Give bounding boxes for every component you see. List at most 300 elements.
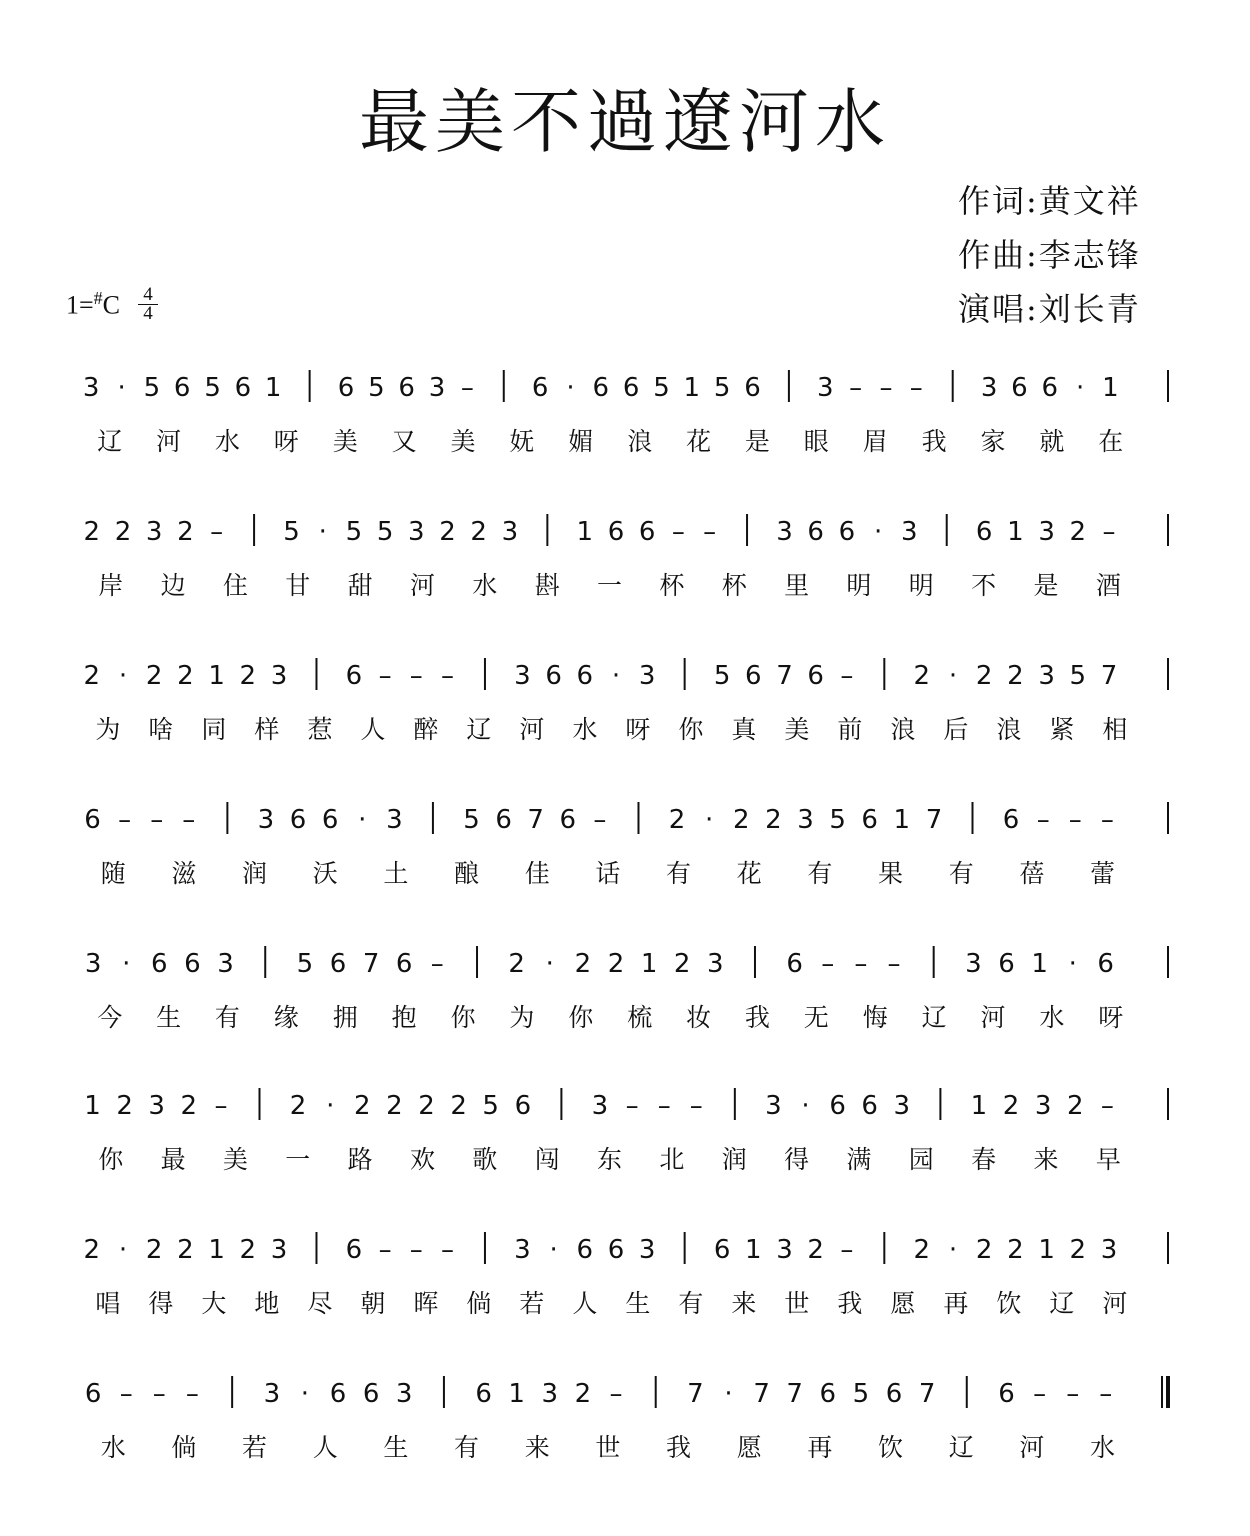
note: 2 [975, 1235, 993, 1265]
note: 3 [82, 373, 100, 403]
note: 6 [607, 1235, 625, 1265]
augmentation-dot: · [1075, 373, 1085, 403]
lyric-char: 饮 [877, 1433, 904, 1462]
note: 2 [574, 949, 592, 979]
augmentation-dot: · [704, 805, 714, 835]
note: 3 [408, 517, 425, 547]
augmentation-dot: · [801, 1091, 810, 1121]
lyric-char: 媚 [568, 427, 594, 456]
lyric-char: 欢 [409, 1145, 436, 1174]
note: 6 [475, 1379, 492, 1409]
dash-extension: – [152, 1379, 166, 1409]
lyric-char: 有 [948, 859, 974, 888]
note: 5 [143, 373, 161, 403]
note: 2 [807, 1235, 824, 1265]
note: 7 [362, 949, 380, 979]
note: 6 [398, 373, 415, 403]
note: 6 [998, 1379, 1015, 1409]
dash-extension: – [1033, 1379, 1047, 1409]
note: 2 [913, 1235, 931, 1265]
lyric-char: 春 [971, 1145, 997, 1174]
lyric-char: 随 [100, 859, 126, 888]
note: 6 [531, 373, 549, 403]
dash-extension: – [625, 1091, 639, 1121]
lyric-char: 河 [980, 1003, 1006, 1032]
lyric-char: 杯 [659, 571, 685, 600]
dash-extension: – [887, 949, 901, 979]
note: 3 [514, 661, 531, 691]
lyric-char: 就 [1039, 427, 1065, 456]
note: 3 [386, 805, 403, 835]
note: 2 [177, 661, 194, 691]
lyric-char: 来 [1033, 1145, 1059, 1174]
lyric-char: 蕾 [1089, 859, 1116, 888]
lyric-char: 抱 [391, 1003, 417, 1032]
lyric-char: 里 [784, 571, 810, 600]
lyric-char: 我 [744, 1003, 770, 1032]
lyric-char: 尽 [307, 1289, 333, 1318]
note: 6 [638, 517, 656, 547]
augmentation-dot: · [318, 517, 327, 547]
lyric-char: 你 [678, 715, 704, 744]
lyric-char: 河 [519, 715, 545, 744]
dash-extension: – [119, 1379, 133, 1409]
note: 5 [482, 1091, 499, 1121]
lyric-char: 又 [391, 427, 417, 456]
dash-extension: – [671, 517, 685, 547]
lyric-char: 惹 [307, 715, 333, 744]
lyric-char: 愿 [736, 1433, 762, 1462]
lyric-char: 闯 [534, 1145, 560, 1174]
note: 6 [329, 949, 347, 979]
note: 5 [368, 373, 385, 403]
dash-extension: – [821, 949, 835, 979]
lyric-char: 世 [784, 1289, 810, 1318]
note: 3 [263, 1379, 281, 1409]
note: 6 [337, 373, 355, 403]
note: 7 [925, 805, 943, 835]
lyric-char: 水 [572, 715, 598, 744]
dash-extension: – [593, 805, 607, 835]
lyric-char: 悔 [862, 1003, 888, 1032]
augmentation-dot: · [326, 1091, 335, 1121]
lyric-char: 不 [971, 571, 997, 600]
singer-credit: 演唱:刘长青 [958, 290, 1141, 328]
dash-extension: – [150, 805, 164, 835]
note: 5 [296, 949, 314, 979]
dash-extension: – [1099, 1379, 1113, 1409]
lyric-char: 浪 [627, 427, 653, 456]
note: 3 [501, 517, 519, 547]
lyric-char: 来 [524, 1433, 550, 1462]
note: 2 [83, 1235, 101, 1265]
lyric-char: 愿 [890, 1289, 916, 1318]
lyric-char: 园 [908, 1145, 934, 1174]
note: 7 [527, 805, 544, 835]
note: 5 [376, 517, 394, 547]
dash-extension: – [409, 1235, 423, 1265]
note: 3 [797, 805, 814, 835]
lyric-char: 佳 [524, 859, 550, 888]
augmentation-dot: · [1068, 949, 1077, 979]
note: 3 [965, 949, 982, 979]
note: 6 [545, 661, 562, 691]
dash-extension: – [1066, 1379, 1080, 1409]
note: 6 [975, 517, 993, 547]
lyric-char: 斟 [534, 571, 560, 600]
lyric-char: 眉 [862, 427, 888, 456]
note: 1 [745, 1235, 762, 1265]
lyric-char: 若 [519, 1289, 545, 1318]
lyric-char: 辽 [921, 1003, 947, 1032]
dash-extension: – [609, 1379, 623, 1409]
lyric-char: 润 [721, 1145, 747, 1174]
note: 6 [885, 1379, 903, 1409]
note: 6 [514, 1091, 532, 1121]
lyric-char: 东 [596, 1145, 623, 1174]
lyric-char: 土 [383, 859, 409, 888]
lyric-char: 花 [736, 859, 762, 888]
lyric-char: 水 [472, 571, 498, 600]
note: 1 [970, 1091, 988, 1121]
note: 2 [668, 805, 686, 835]
lyric-char: 你 [568, 1003, 594, 1032]
lyric-char: 来 [731, 1289, 757, 1318]
augmentation-dot: · [117, 373, 126, 403]
note: 3 [84, 949, 102, 979]
dash-extension: – [657, 1091, 671, 1121]
note: 3 [776, 1235, 793, 1265]
note: 3 [1034, 1091, 1052, 1121]
lyric-char: 美 [332, 427, 358, 456]
note: 2 [418, 1091, 435, 1121]
lyric-char: 甜 [347, 571, 373, 600]
note: 1 [208, 661, 225, 691]
note: 7 [687, 1379, 704, 1409]
lyric-char: 酒 [1095, 571, 1121, 600]
note: 6 [289, 805, 307, 835]
note: 3 [148, 1091, 165, 1121]
note: 3 [541, 1379, 559, 1409]
lyric-char: 酿 [453, 859, 480, 888]
lyric-char: 我 [665, 1433, 692, 1462]
note: 2 [607, 949, 625, 979]
augmentation-dot: · [122, 949, 131, 979]
note: 2 [116, 1091, 133, 1121]
dash-extension: – [210, 517, 224, 547]
lyric-char: 河 [156, 427, 182, 456]
lyricist-credit: 作词:黄文祥 [958, 182, 1141, 220]
note: 5 [713, 373, 731, 403]
note: 6 [745, 661, 762, 691]
note: 2 [1007, 661, 1024, 691]
dash-extension: – [840, 661, 854, 691]
note: 6 [861, 805, 878, 835]
augmentation-dot: · [566, 373, 575, 403]
lyric-char: 再 [807, 1433, 833, 1462]
note: 2 [1067, 1091, 1084, 1121]
note: 6 [1002, 805, 1020, 835]
note: 1 [264, 373, 282, 403]
lyric-char: 河 [1019, 1433, 1045, 1462]
lyric-char: 倘 [466, 1289, 492, 1318]
lyric-char: 妆 [686, 1003, 712, 1032]
lyric-char: 人 [360, 715, 386, 744]
lyric-char: 一 [285, 1145, 311, 1174]
note: 6 [84, 1379, 102, 1409]
lyric-char: 岸 [98, 571, 124, 600]
note: 1 [893, 805, 911, 835]
dash-extension: – [1100, 1091, 1114, 1121]
note: 6 [362, 1379, 380, 1409]
lyric-char: 梳 [627, 1003, 653, 1032]
note: 3 [591, 1091, 609, 1121]
note: 3 [638, 661, 656, 691]
dash-extension: – [182, 805, 196, 835]
note: 2 [1007, 1235, 1024, 1265]
lyric-char: 拥 [332, 1003, 358, 1032]
lyric-char: 今 [97, 1003, 123, 1032]
dash-extension: – [909, 373, 923, 403]
lyric-char: 生 [156, 1003, 182, 1032]
note: 6 [345, 1235, 363, 1265]
note: 7 [786, 1379, 803, 1409]
augmentation-dot: · [611, 661, 621, 691]
lyric-char: 蓓 [1019, 859, 1045, 888]
note: 6 [1097, 949, 1114, 979]
note: 2 [1069, 517, 1087, 547]
dash-extension: – [1100, 805, 1114, 835]
note: 6 [234, 373, 252, 403]
time-signature-bottom: 4 [138, 304, 158, 323]
note: 6 [321, 805, 339, 835]
note: 2 [83, 661, 101, 691]
note: 2 [913, 661, 931, 691]
note: 2 [354, 1091, 371, 1121]
note: 3 [817, 373, 834, 403]
note: 6 [559, 805, 577, 835]
lyric-char: 北 [659, 1145, 685, 1174]
lyric-char: 呀 [1098, 1003, 1124, 1032]
dash-extension: – [840, 1235, 854, 1265]
note: 3 [428, 373, 446, 403]
note: 5 [852, 1379, 870, 1409]
lyric-char: 为 [95, 715, 121, 744]
note: 6 [184, 949, 201, 979]
note: 5 [713, 661, 731, 691]
note: 2 [289, 1091, 307, 1121]
note: 6 [576, 1235, 594, 1265]
note: 6 [829, 1091, 846, 1121]
note: 1 [1031, 949, 1048, 979]
augmentation-dot: · [118, 1235, 128, 1265]
lyric-char: 杯 [721, 571, 747, 600]
note: 2 [239, 1235, 257, 1265]
note: 6 [838, 517, 856, 547]
lyric-char: 啥 [148, 715, 174, 744]
note: 2 [83, 517, 101, 547]
lyric-char: 水 [1039, 1003, 1065, 1032]
note: 2 [470, 517, 487, 547]
lyric-char: 果 [877, 859, 904, 888]
dash-extension: – [214, 1091, 228, 1121]
dash-extension: – [1068, 805, 1082, 835]
note: 6 [495, 805, 512, 835]
lyric-char: 大 [201, 1289, 227, 1318]
augmentation-dot: · [948, 1235, 958, 1265]
note: 6 [786, 949, 803, 979]
note: 1 [508, 1379, 525, 1409]
sharp-sign: # [93, 288, 103, 308]
note: 6 [622, 373, 640, 403]
note: 6 [395, 949, 413, 979]
note: 2 [145, 661, 163, 691]
lyric-char: 最 [160, 1145, 186, 1174]
note: 3 [257, 805, 275, 835]
augmentation-dot: · [300, 1379, 310, 1409]
lyric-char: 水 [1089, 1433, 1116, 1462]
note: 3 [270, 661, 288, 691]
note: 3 [638, 1235, 656, 1265]
composer-credit: 作曲:李志锋 [958, 236, 1141, 274]
lyric-char: 饮 [996, 1289, 1022, 1318]
note: 1 [640, 949, 658, 979]
lyric-char: 地 [254, 1289, 280, 1318]
note: 6 [607, 517, 625, 547]
lyric-char: 河 [409, 571, 436, 600]
lyric-char: 辽 [97, 427, 123, 456]
lyric-char: 生 [383, 1433, 409, 1462]
lyric-char: 路 [347, 1145, 373, 1174]
lyric-char: 明 [846, 571, 872, 600]
lyric-char: 生 [625, 1289, 651, 1318]
lyric-char: 沃 [312, 859, 338, 888]
note: 2 [1002, 1091, 1020, 1121]
lyric-char: 我 [921, 427, 947, 456]
note: 2 [439, 517, 456, 547]
dash-extension: – [378, 661, 392, 691]
note: 3 [765, 1091, 782, 1121]
note: 3 [395, 1379, 413, 1409]
note: 6 [1041, 373, 1059, 403]
note: 6 [592, 373, 610, 403]
lyric-char: 呀 [273, 427, 299, 456]
lyric-char: 浪 [996, 715, 1022, 744]
song-title: 最美不過遼河水 [359, 81, 891, 163]
note: 7 [918, 1379, 936, 1409]
lyric-char: 辽 [1049, 1289, 1075, 1318]
note: 2 [145, 1235, 163, 1265]
note: 3 [1100, 1235, 1118, 1265]
note: 2 [673, 949, 691, 979]
lyric-char: 你 [98, 1145, 124, 1174]
note: 1 [1007, 517, 1024, 547]
note: 7 [753, 1379, 770, 1409]
note: 1 [683, 373, 701, 403]
lyric-char: 有 [678, 1289, 704, 1318]
lyric-char: 同 [201, 715, 227, 744]
lyric-char: 唱 [95, 1289, 121, 1318]
dash-extension: – [441, 1235, 454, 1265]
lyric-char: 住 [222, 571, 248, 600]
note: 2 [508, 949, 525, 979]
note: 6 [713, 1235, 731, 1265]
note: 3 [901, 517, 918, 547]
lyric-char: 世 [595, 1433, 621, 1462]
lyric-char: 紧 [1049, 715, 1075, 744]
note: 6 [345, 661, 363, 691]
augmentation-dot: · [549, 1235, 558, 1265]
note: 5 [653, 373, 670, 403]
lyric-char: 人 [572, 1289, 598, 1318]
lyric-char: 晖 [413, 1289, 439, 1318]
dash-extension: – [879, 373, 893, 403]
augmentation-dot: · [118, 661, 128, 691]
lyric-char: 有 [807, 859, 833, 888]
note: 2 [177, 517, 194, 547]
lyric-char: 我 [837, 1289, 863, 1318]
dash-extension: – [1036, 805, 1050, 835]
note: 1 [208, 1235, 225, 1265]
note: 2 [765, 805, 782, 835]
note: 5 [1069, 661, 1087, 691]
note: 3 [217, 949, 234, 979]
lyric-char: 河 [1102, 1289, 1128, 1318]
note: 5 [204, 373, 221, 403]
lyric-char: 家 [980, 427, 1006, 456]
dash-extension: – [185, 1379, 199, 1409]
note: 7 [776, 661, 793, 691]
lyric-char: 辽 [466, 715, 492, 744]
augmentation-dot: · [358, 805, 367, 835]
lyric-char: 辽 [948, 1433, 974, 1462]
note: 7 [1100, 661, 1118, 691]
lyric-char: 在 [1098, 427, 1124, 456]
note: 2 [114, 517, 132, 547]
dash-extension: – [378, 1235, 392, 1265]
note: 3 [893, 1091, 911, 1121]
lyric-char: 得 [148, 1289, 174, 1318]
note: 5 [829, 805, 846, 835]
note: 3 [514, 1235, 531, 1265]
lyric-char: 朝 [360, 1289, 386, 1318]
note: 6 [1011, 373, 1028, 403]
note: 2 [1069, 1235, 1087, 1265]
note: 5 [463, 805, 480, 835]
lyric-char: 有 [665, 859, 692, 888]
note: 6 [807, 661, 824, 691]
dash-extension: – [460, 373, 474, 403]
note: 2 [733, 805, 750, 835]
note: 6 [576, 661, 594, 691]
dash-extension: – [118, 805, 132, 835]
note: 1 [84, 1091, 101, 1121]
note: 6 [744, 373, 761, 403]
note: 1 [1102, 373, 1119, 403]
lyric-char: 为 [509, 1003, 535, 1032]
lyric-char: 有 [453, 1433, 480, 1462]
lyric-char: 醉 [413, 715, 439, 744]
dash-extension: – [430, 949, 444, 979]
note: 1 [576, 517, 594, 547]
lyric-char: 一 [596, 571, 623, 600]
augmentation-dot: · [724, 1379, 733, 1409]
lyric-char: 歌 [472, 1145, 498, 1174]
lyric-char: 水 [100, 1433, 126, 1462]
dash-extension: – [1102, 517, 1116, 547]
note: 2 [450, 1091, 467, 1121]
lyric-char: 润 [241, 859, 268, 888]
